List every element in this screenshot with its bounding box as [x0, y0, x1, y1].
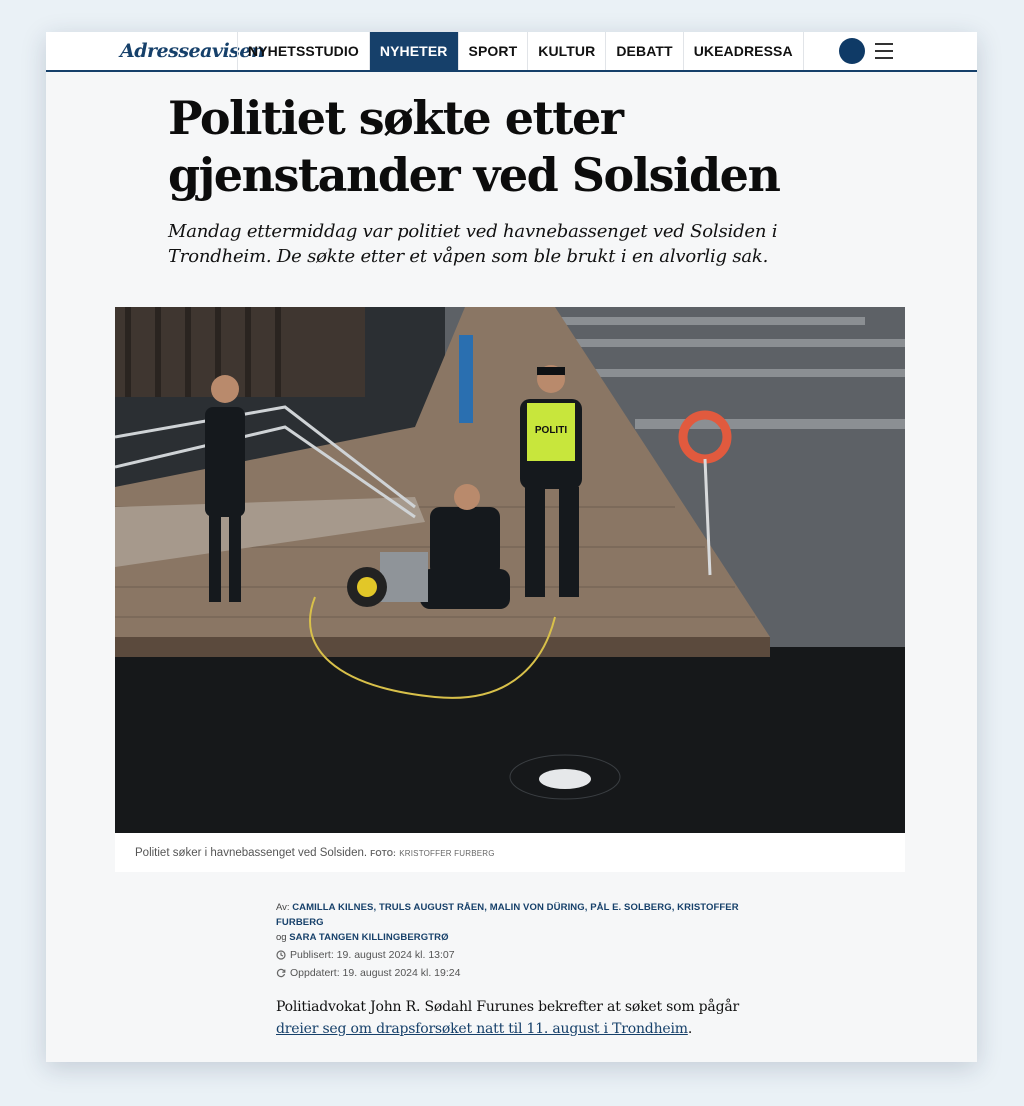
body-text: Politiadvokat John R. Sødahl Furunes bekrefter at søket som pågår	[276, 999, 739, 1015]
byline-authors[interactable]: CAMILLA KILNES, TRULS AUGUST RÅEN, MALIN VON DÜRING, PÅL E. SOLBERG, KRISTOFFER FURBERG	[276, 902, 739, 928]
menu-icon[interactable]	[875, 43, 893, 59]
article-lead: Mandag ettermiddag var politiet ved havnebassenget ved Solsiden i Trondheim. De søkte etter et våpen som ble brukt i en alvorlig sak.	[168, 221, 778, 267]
nav-item-debatt[interactable]: DEBATT	[605, 32, 682, 70]
article-title	[168, 90, 808, 204]
byline-prefix: Av:	[276, 902, 290, 913]
vest-text: POLITI	[534, 425, 568, 436]
nav-item-sport[interactable]: SPORT	[458, 32, 528, 70]
updated-row	[276, 964, 460, 982]
title-line-2: gjenstander ved Solsiden	[168, 148, 780, 202]
byline-connector: og	[276, 932, 287, 943]
nav-item-nyhetsstudio[interactable]: NYHETSSTUDIO	[237, 32, 369, 70]
published-row	[276, 946, 460, 964]
updated-date: Oppdatert: 19. august 2024 kl. 19:24	[290, 967, 461, 979]
clock-icon	[276, 950, 286, 960]
refresh-icon	[276, 968, 286, 978]
byline	[276, 900, 766, 945]
article-photo[interactable]	[115, 307, 905, 833]
nav-item-ukeadressa[interactable]: UKEADRESSA	[683, 32, 803, 70]
byline-authors-last[interactable]: SARA TANGEN KILLINGBERGTRØ	[289, 932, 449, 943]
caption-description: Politiet søker i havnebassenget ved Solsiden.	[135, 847, 368, 859]
title-line-1: Politiet søkte etter	[168, 91, 623, 145]
site-logo[interactable]: Adresseavisen	[120, 40, 265, 62]
article-meta	[276, 946, 460, 982]
body-end: .	[687, 1021, 693, 1037]
user-avatar[interactable]	[839, 38, 865, 64]
photo-caption	[115, 833, 905, 872]
nav-divider	[803, 32, 804, 70]
published-date: Publisert: 19. august 2024 kl. 13:07	[290, 949, 455, 961]
caption-text	[135, 847, 495, 859]
article-body	[276, 996, 756, 1040]
nav-item-nyheter[interactable]: NYHETER	[369, 32, 458, 70]
photo-credit-name: KRISTOFFER FURBERG	[399, 849, 495, 858]
photo-credit-label: FOTO:	[370, 849, 397, 858]
nav-item-kultur[interactable]: KULTUR	[527, 32, 605, 70]
body-link[interactable]: dreier seg om drapsforsøket natt til 11. august i Trondheim	[276, 1021, 688, 1037]
article-page	[46, 32, 977, 1062]
top-navigation	[46, 32, 977, 72]
nav-menu	[237, 32, 804, 70]
photo-illustration	[115, 307, 905, 833]
